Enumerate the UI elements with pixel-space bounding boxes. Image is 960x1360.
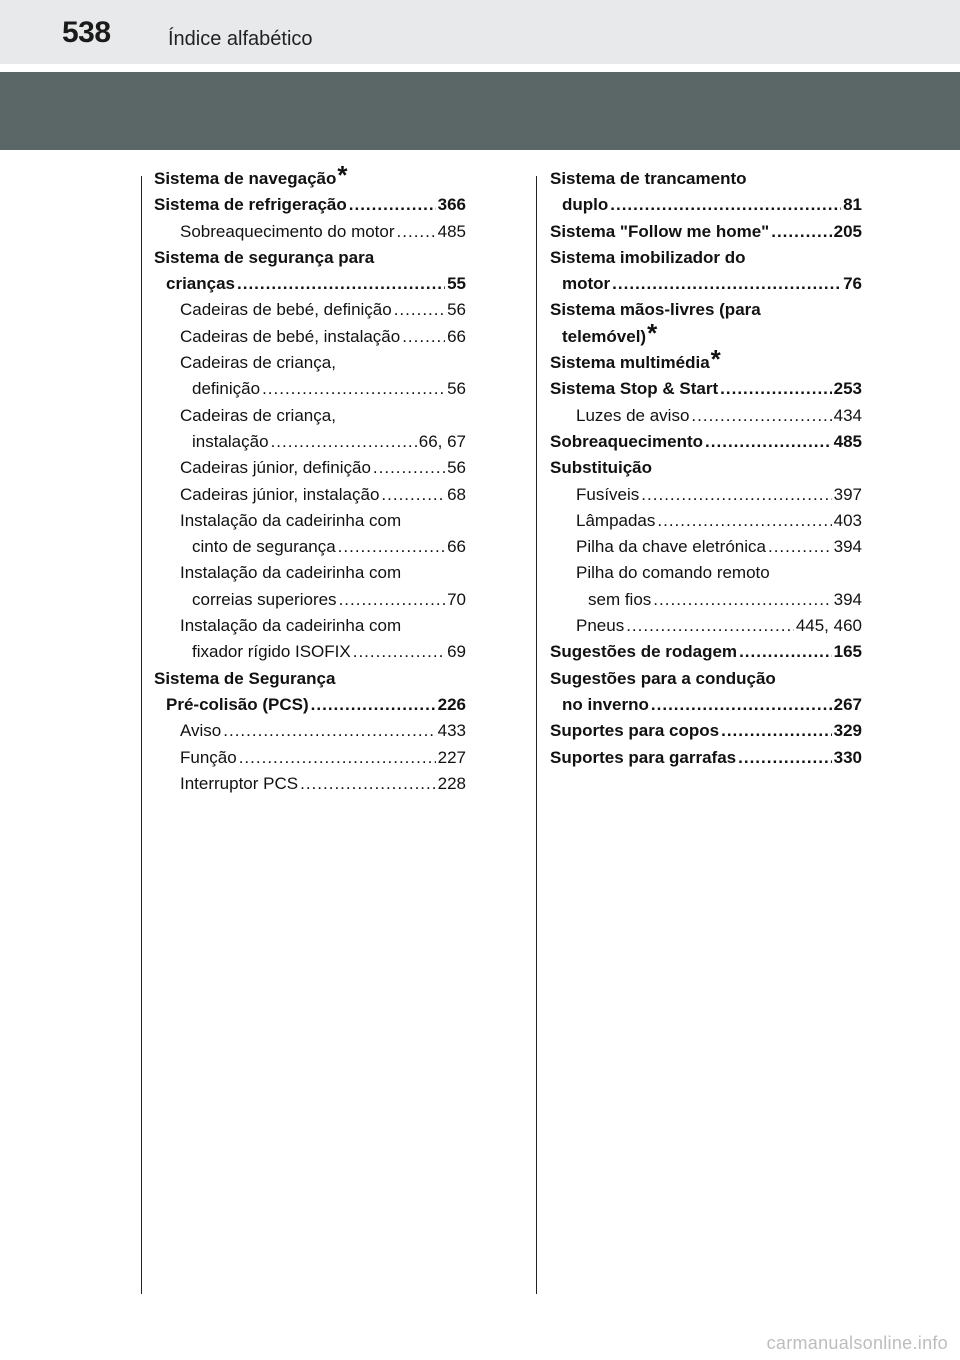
index-entry [154, 455, 466, 481]
entry-label-continued: cinto de segurança [192, 537, 336, 557]
entry-label: Pilha do comando remoto [576, 563, 770, 583]
watermark: carmanualsonline.info [766, 1333, 948, 1353]
index-entry: Sistema mãos-livres (para telemóvel) * [550, 297, 862, 350]
page-reference: 205 [833, 221, 862, 241]
entry-label-continued: motor [562, 274, 611, 294]
page-reference: 397 [833, 484, 862, 504]
index-entry [154, 350, 466, 403]
index-entry [154, 508, 466, 561]
index-entry [550, 508, 862, 534]
dot-leader [223, 718, 435, 744]
index-entry [154, 613, 466, 666]
index-entry [154, 324, 466, 350]
dot-leader [349, 192, 436, 218]
entry-label: Suportes para garrafas [550, 747, 737, 767]
left-column-rule [141, 176, 142, 1294]
index-entry [154, 560, 466, 613]
index-entry [154, 666, 466, 719]
entry-label: Pneus [576, 616, 625, 636]
entry-label-continued: telemóvel) [562, 326, 647, 346]
entry-label-continued: fixador rígido ISOFIX [192, 642, 351, 662]
dot-leader [720, 376, 831, 402]
index-column-left [154, 160, 466, 797]
index-entry [550, 534, 862, 560]
page-reference: 66 [447, 537, 466, 557]
index-entry [154, 482, 466, 508]
entry-label: Lâmpadas [576, 510, 656, 530]
dot-leader [651, 692, 832, 718]
index-entry [154, 745, 466, 771]
page-reference: 165 [833, 642, 862, 662]
entry-label-continued: correias superiores [192, 589, 337, 609]
entry-label: Sistema de refrigeração [154, 195, 347, 215]
page-reference: 403 [833, 510, 862, 530]
index-entry [550, 745, 862, 771]
dot-leader [300, 771, 436, 797]
index-entry [550, 245, 862, 298]
entry-label: Instalação da cadeirinha com [180, 510, 402, 530]
index-entry [550, 455, 862, 481]
entry-label: Sistema de navegação [154, 169, 337, 188]
page-reference: 56 [447, 379, 466, 399]
entry-label: Cadeiras de criança, [180, 353, 336, 373]
entry-label: Suportes para copos [550, 721, 720, 741]
entry-label: Cadeiras de bebé, instalação [180, 326, 401, 346]
page-reference: 227 [437, 747, 466, 767]
page-reference: 485 [833, 431, 862, 451]
entry-label-continued: Pré-colisão (PCS) [166, 694, 309, 714]
index-entry [550, 166, 862, 219]
page-reference: 434 [833, 405, 862, 425]
entry-label: Sistema mãos-livres (para [550, 300, 761, 320]
dot-leader [691, 403, 831, 429]
page-reference: 56 [447, 300, 466, 320]
entry-label: Sistema "Follow me home" [550, 221, 770, 241]
page-reference: 329 [833, 721, 862, 741]
index-entry [550, 429, 862, 455]
dot-leader [705, 429, 832, 455]
dot-leader [738, 745, 831, 771]
index-entry [154, 192, 466, 218]
entry-label: Pilha da chave eletrónica [576, 537, 766, 557]
entry-label-continued: crianças [166, 274, 235, 294]
entry-label: Aviso [180, 721, 222, 741]
index-entry [154, 219, 466, 245]
page-number: 538 [62, 16, 111, 49]
entry-label: Sistema de trancamento [550, 169, 747, 188]
index-entry [154, 245, 466, 298]
entry-label: Função [180, 747, 237, 767]
page-reference: 394 [833, 537, 862, 557]
index-entry [550, 482, 862, 508]
page-reference: 66, 67 [418, 431, 466, 451]
page-reference: 68 [447, 484, 466, 504]
index-entry [550, 219, 862, 245]
index-entry: Sistema multimédia * [550, 350, 862, 376]
middle-column-rule [536, 176, 537, 1294]
index-entry [550, 639, 862, 665]
page-reference: 81 [843, 195, 862, 215]
index-entry [550, 560, 862, 613]
entry-label-continued: sem fios [588, 589, 652, 609]
dot-leader [768, 534, 832, 560]
entry-label: Sistema multimédia [550, 353, 710, 373]
entry-label: Instalação da cadeirinha com [180, 616, 402, 636]
dot-leader [239, 745, 436, 771]
dot-leader [394, 297, 445, 323]
page-reference: 76 [843, 274, 862, 294]
page-reference: 69 [447, 642, 466, 662]
index-entry: Sistema de navegação * [154, 166, 466, 192]
index-entry [154, 297, 466, 323]
index-entry [550, 666, 862, 719]
page-reference: 226 [437, 694, 466, 714]
entry-label: Instalação da cadeirinha com [180, 563, 402, 583]
entry-label: Interruptor PCS [180, 773, 299, 793]
index-column-right [550, 166, 862, 771]
dot-leader [339, 587, 446, 613]
index-entry [154, 718, 466, 744]
dot-leader [610, 192, 841, 218]
page-reference: 267 [833, 694, 862, 714]
index-entry [550, 376, 862, 402]
dot-leader [338, 534, 445, 560]
dot-leader [311, 692, 436, 718]
entry-label: Cadeiras de criança, [180, 405, 336, 425]
entry-label: Sistema Stop & Start [550, 379, 719, 399]
dot-leader [641, 482, 831, 508]
dot-leader [721, 718, 832, 744]
page-reference: 366 [437, 195, 466, 215]
page-reference: 253 [833, 379, 862, 399]
dot-leader [262, 376, 445, 402]
entry-label: Cadeiras júnior, definição [180, 458, 371, 478]
entry-label-continued: definição [192, 379, 261, 399]
entry-label: Substituição [550, 458, 653, 478]
entry-label: Sobreaquecimento [550, 431, 704, 451]
dot-leader [237, 271, 445, 297]
dot-leader [657, 508, 831, 534]
index-entry [154, 403, 466, 456]
page-reference: 56 [447, 458, 466, 478]
dot-leader [271, 429, 417, 455]
index-entry [550, 403, 862, 429]
page-reference: 55 [447, 274, 466, 294]
entry-label: Sistema de Segurança [154, 668, 336, 688]
entry-label: Cadeiras júnior, instalação [180, 484, 380, 504]
dot-leader [373, 455, 445, 481]
entry-label: Sobreaquecimento do motor [180, 221, 395, 241]
index-entry [550, 718, 862, 744]
index-entry [550, 613, 862, 639]
entry-label: Sugestões para a condução [550, 668, 776, 688]
page-reference: 394 [833, 589, 862, 609]
entry-label-continued: no inverno [562, 694, 649, 714]
entry-label-continued: instalação [192, 431, 269, 451]
entry-label: Luzes de aviso [576, 405, 690, 425]
dot-leader [739, 639, 832, 665]
entry-label-continued: duplo [562, 195, 609, 215]
dot-leader [353, 639, 445, 665]
dot-leader [626, 613, 794, 639]
dot-leader [381, 482, 445, 508]
page-reference: 485 [437, 221, 466, 241]
page-reference: 228 [437, 773, 466, 793]
entry-label: Fusíveis [576, 484, 640, 504]
entry-label: Sistema imobilizador do [550, 247, 746, 267]
page-header [0, 0, 960, 64]
entry-label: Sugestões de rodagem [550, 642, 738, 662]
dot-leader [612, 271, 841, 297]
entry-label: Sistema de segurança para [154, 247, 375, 267]
page-reference: 70 [447, 589, 466, 609]
page-reference: 445, 460 [795, 616, 862, 636]
section-title: Índice alfabético [168, 28, 313, 50]
page-reference: 433 [437, 721, 466, 741]
dot-leader [653, 587, 831, 613]
dot-leader [402, 324, 445, 350]
page-reference: 330 [833, 747, 862, 767]
dot-leader [771, 219, 831, 245]
entry-label: Cadeiras de bebé, definição [180, 300, 392, 320]
page-reference: 66 [447, 326, 466, 346]
dot-leader [397, 219, 436, 245]
index-entry [154, 771, 466, 797]
header-band [0, 72, 960, 150]
